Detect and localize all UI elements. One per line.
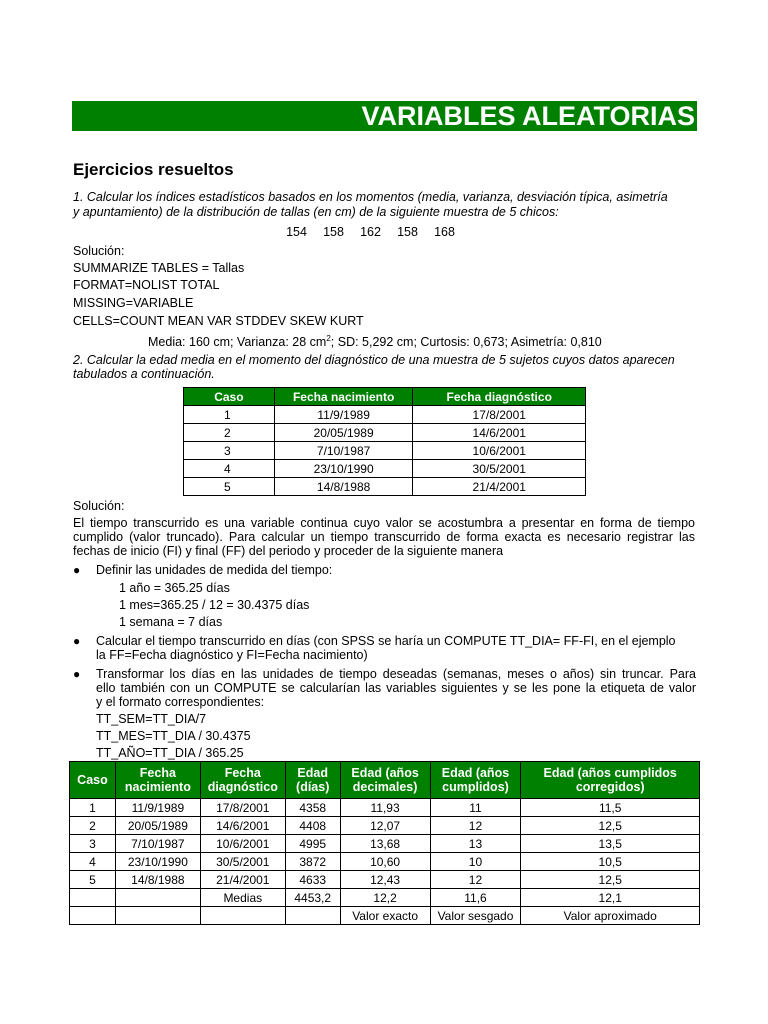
- table-cell: 20/05/1989: [274, 424, 413, 442]
- table-header-line: Fecha: [139, 766, 176, 780]
- table-cell: Valor sesgado: [430, 907, 521, 925]
- table-cell: 12,43: [340, 871, 430, 889]
- table-cell: 3872: [285, 853, 340, 871]
- table-cell: 10,5: [521, 853, 700, 871]
- table-header-line: diagnóstico: [207, 780, 278, 794]
- table-cell: 21/4/2001: [200, 871, 285, 889]
- sample-value: 162: [360, 225, 381, 239]
- unit-line: 1 mes=365.25 / 12 = 30.4375 días: [119, 598, 310, 612]
- table-cell: [200, 907, 285, 925]
- ex1-statement-line2: y apuntamiento) de la distribución de tallas (en cm) de la siguiente muestra de 5 chicos:: [73, 205, 559, 219]
- table-cell: 14/8/1988: [274, 478, 413, 496]
- table-row: [70, 835, 700, 853]
- table-cell: 7/10/1987: [115, 835, 200, 853]
- table-cell: 13,5: [521, 835, 700, 853]
- table-cell: 12,2: [340, 889, 430, 907]
- table-cell: [70, 889, 116, 907]
- table-cell: 4995: [285, 835, 340, 853]
- table-cell: 12,1: [521, 889, 700, 907]
- table-cell: 11/9/1989: [274, 406, 413, 424]
- table-cell: 10,60: [340, 853, 430, 871]
- table-row: [184, 478, 586, 496]
- table-cell: 11,5: [521, 799, 700, 817]
- table-header-line: Edad: [297, 766, 328, 780]
- table-cell: 12,5: [521, 817, 700, 835]
- ex2-statement-line1: 2. Calcular la edad media en el momento del diagnóstico de una muestra de 5 sujetos cuyos datos aparecen: [73, 353, 675, 367]
- sample-value: 154: [286, 225, 307, 239]
- ex1-result-part: Media: 160 cm; Varianza: 28 cm: [148, 335, 327, 350]
- table-cell: 10/6/2001: [200, 835, 285, 853]
- table-cell: 17/8/2001: [413, 406, 586, 424]
- table-cell: 14/6/2001: [413, 424, 586, 442]
- ex1-code-line: CELLS=COUNT MEAN VAR STDDEV SKEW KURT: [73, 314, 364, 328]
- table-cell: 11/9/1989: [115, 799, 200, 817]
- table-header: [285, 762, 340, 799]
- table-header-line: decimales): [352, 780, 418, 794]
- table-cell: 12: [430, 871, 521, 889]
- table-cell: 4: [184, 460, 275, 478]
- table-header: [521, 762, 700, 799]
- table-cell: 12,07: [340, 817, 430, 835]
- ex1-code-line: FORMAT=NOLIST TOTAL: [73, 278, 220, 292]
- table-cell: 4: [70, 853, 116, 871]
- table-cell: 1: [70, 799, 116, 817]
- ex2-statement-line2: tabulados a continuación.: [73, 367, 215, 381]
- table-header-line: cumplidos): [442, 780, 509, 794]
- table-cell: 3: [184, 442, 275, 460]
- table-header-line: nacimiento: [124, 780, 191, 794]
- table-row: [184, 424, 586, 442]
- compute-line: TT_AÑO=TT_DIA / 365.25: [96, 746, 244, 760]
- table-cell: 4453,2: [285, 889, 340, 907]
- table-row: [70, 871, 700, 889]
- table-header: Fecha diagnóstico: [413, 388, 586, 406]
- table-cell: 4408: [285, 817, 340, 835]
- table-header: [70, 762, 116, 799]
- table-row: [70, 799, 700, 817]
- table-cell: 10/6/2001: [413, 442, 586, 460]
- bullet-icon: ●: [73, 563, 81, 577]
- table-header: Caso: [184, 388, 275, 406]
- compute-line: TT_SEM=TT_DIA/7: [96, 712, 207, 726]
- ex1-sample-values: [278, 225, 463, 239]
- table-cell: 1: [184, 406, 275, 424]
- table-header-line: corregidos): [575, 780, 645, 794]
- ex1-code-line: SUMMARIZE TABLES = Tallas: [73, 261, 245, 275]
- ex1-result-superscript: 2: [326, 334, 331, 343]
- sample-value: 158: [323, 225, 344, 239]
- ex2-solution-label: Solución:: [73, 499, 125, 513]
- table-header-line: Edad (años: [351, 766, 419, 780]
- table-cell: 5: [184, 478, 275, 496]
- table-row: [70, 853, 700, 871]
- table-row: [184, 406, 586, 424]
- table-header: [115, 762, 200, 799]
- bullet-text: Calcular el tiempo transcurrido en días (con SPSS se haría un COMPUTE TT_DIA= FF-FI, en el ejemplo: [96, 634, 676, 648]
- table-cell: 2: [70, 817, 116, 835]
- table-cell: 23/10/1990: [274, 460, 413, 478]
- table-cell: Valor exacto: [340, 907, 430, 925]
- table-cell: Medias: [200, 889, 285, 907]
- bullet-text: Transformar los días en las unidades de tiempo deseadas (semanas, meses o años) sin truncar. Para: [96, 667, 696, 681]
- table-cell: [115, 889, 200, 907]
- bullet-text: la FF=Fecha diagnóstico y FI=Fecha nacimiento): [96, 648, 368, 662]
- sample-value: 168: [434, 225, 455, 239]
- table-cell: 12,5: [521, 871, 700, 889]
- table-cell: 23/10/1990: [115, 853, 200, 871]
- table-cell: 5: [70, 871, 116, 889]
- table-cell: 3: [70, 835, 116, 853]
- bullet-text: Definir las unidades de medida del tiempo:: [96, 563, 333, 577]
- ex2-paragraph-line: El tiempo transcurrido es una variable continua cuyo valor se acostumbra a presentar en forma de tiempo: [73, 516, 695, 530]
- ex1-solution-label: Solución:: [73, 244, 125, 258]
- table-cell: 4358: [285, 799, 340, 817]
- table-cell: Valor aproximado: [521, 907, 700, 925]
- data-table: [183, 387, 586, 496]
- ex2-paragraph-line: cumplido (valor truncado). Para calcular un tiempo transcurrido de forma exacta es necesario registrar las: [73, 530, 695, 544]
- compute-line: TT_MES=TT_DIA / 30.4375: [96, 729, 251, 743]
- bullet-text: y el formato correspondientes:: [96, 695, 265, 709]
- table-header-line: Edad (años cumplidos: [543, 766, 677, 780]
- table-cell: 10: [430, 853, 521, 871]
- table-cell: [115, 907, 200, 925]
- table-row-means: [70, 889, 700, 907]
- table-cell: 2: [184, 424, 275, 442]
- table-cell: 21/4/2001: [413, 478, 586, 496]
- table-cell: 30/5/2001: [200, 853, 285, 871]
- table-header-line: (días): [296, 780, 330, 794]
- ex1-result-part: ; SD: 5,292 cm; Curtosis: 0,673; Asimetría: 0,810: [330, 335, 602, 350]
- table-header-line: Edad (años: [441, 766, 510, 780]
- table-header: [430, 762, 521, 799]
- table-cell: 11,6: [430, 889, 521, 907]
- table-cell: 12: [430, 817, 521, 835]
- ex1-code-line: MISSING=VARIABLE: [73, 296, 194, 310]
- bullet-text: ello también con un COMPUTE se calcularían las variables siguientes y se les pone la etiqueta de valor: [96, 681, 696, 695]
- table-header-line: Caso: [77, 773, 108, 787]
- table-header: [200, 762, 285, 799]
- ex1-result: [148, 331, 602, 350]
- table-row: [184, 442, 586, 460]
- ex1-statement-line1: 1. Calcular los índices estadísticos basados en los momentos (media, varianza, desviación típica, asimetría: [73, 190, 668, 204]
- ex2-paragraph-line: fechas de inicio (FI) y final (FF) del periodo y proceder de la siguiente manera: [73, 544, 504, 558]
- table-header-line: Fecha: [224, 766, 261, 780]
- table-cell: 13: [430, 835, 521, 853]
- unit-line: 1 año = 365.25 días: [119, 581, 230, 595]
- table-cell: 11: [430, 799, 521, 817]
- table-row: [70, 817, 700, 835]
- table-row: [184, 460, 586, 478]
- table-cell: 13,68: [340, 835, 430, 853]
- table-cell: 17/8/2001: [200, 799, 285, 817]
- page-title-banner: VARIABLES ALEATORIAS: [72, 101, 697, 131]
- table-cell: 4633: [285, 871, 340, 889]
- table-cell: 7/10/1987: [274, 442, 413, 460]
- table-cell: 14/8/1988: [115, 871, 200, 889]
- table-cell: 30/5/2001: [413, 460, 586, 478]
- table-cell: 11,93: [340, 799, 430, 817]
- table-header: Fecha nacimiento: [274, 388, 413, 406]
- section-heading: Ejercicios resueltos: [73, 160, 234, 179]
- table-cell: 20/05/1989: [115, 817, 200, 835]
- table-header: [340, 762, 430, 799]
- table-cell: [285, 907, 340, 925]
- table-cell: 14/6/2001: [200, 817, 285, 835]
- bullet-icon: ●: [73, 634, 81, 648]
- table-cell: [70, 907, 116, 925]
- sample-value: 158: [397, 225, 418, 239]
- bullet-icon: ●: [73, 667, 81, 681]
- table-row-labels: [70, 907, 700, 925]
- results-table: [69, 761, 700, 925]
- unit-line: 1 semana = 7 días: [119, 615, 223, 629]
